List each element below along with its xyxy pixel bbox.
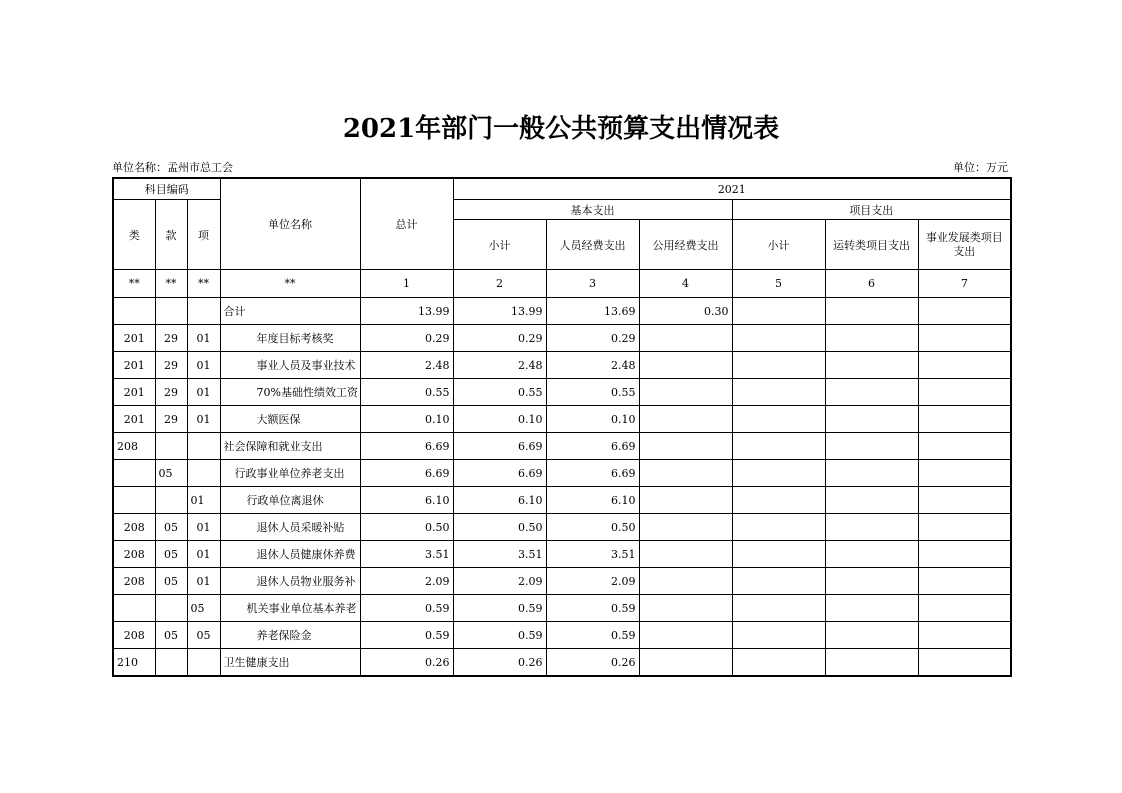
cell-basic-subtotal: 0.10 [453,406,546,433]
cell-name: 养老保险金 [220,622,360,649]
table-body [113,298,1011,677]
cell-proj-subtotal [732,325,825,352]
cell-public [639,649,732,677]
cell-personnel: 0.26 [546,649,639,677]
cell-kuan [155,595,187,622]
code-cell: 2 [453,270,546,298]
cell-development [918,379,1011,406]
cell-basic-subtotal: 13.99 [453,298,546,325]
cell-total: 13.99 [360,298,453,325]
header-public: 公用经费支出 [639,220,732,270]
cell-personnel: 6.69 [546,460,639,487]
cell-lei: 201 [113,352,155,379]
cell-public [639,541,732,568]
cell-xiang: 01 [187,406,220,433]
cell-proj-subtotal [732,649,825,677]
code-cell: ** [113,270,155,298]
cell-lei: 208 [113,541,155,568]
cell-personnel: 0.29 [546,325,639,352]
header-subject-code: 科目编码 [113,178,220,200]
cell-basic-subtotal: 3.51 [453,541,546,568]
table-row [113,541,1011,568]
cell-total: 0.55 [360,379,453,406]
cell-proj-subtotal [732,595,825,622]
cell-public: 0.30 [639,298,732,325]
cell-xiang: 01 [187,325,220,352]
cell-kuan [155,298,187,325]
table-row [113,595,1011,622]
code-row [113,270,1011,298]
code-cell: ** [187,270,220,298]
cell-operating [825,298,918,325]
header-personnel: 人员经费支出 [546,220,639,270]
cell-total: 0.10 [360,406,453,433]
cell-proj-subtotal [732,460,825,487]
cell-public [639,325,732,352]
cell-basic-subtotal: 6.69 [453,433,546,460]
cell-operating [825,649,918,677]
cell-basic-subtotal: 6.69 [453,460,546,487]
cell-proj-subtotal [732,568,825,595]
cell-name: 退休人员物业服务补 [220,568,360,595]
cell-lei: 208 [113,622,155,649]
cell-kuan [155,433,187,460]
cell-basic-subtotal: 6.10 [453,487,546,514]
code-cell: 4 [639,270,732,298]
cell-xiang: 01 [187,487,220,514]
cell-personnel: 13.69 [546,298,639,325]
cell-proj-subtotal [732,622,825,649]
cell-xiang: 01 [187,514,220,541]
cell-development [918,649,1011,677]
table-row [113,460,1011,487]
cell-operating [825,433,918,460]
header-year: 2021 [453,178,1011,200]
cell-kuan: 29 [155,352,187,379]
cell-total: 6.69 [360,433,453,460]
cell-proj-subtotal [732,406,825,433]
cell-name: 年度目标考核奖 [220,325,360,352]
cell-total: 0.50 [360,514,453,541]
cell-public [639,622,732,649]
cell-personnel: 2.09 [546,568,639,595]
code-cell: 3 [546,270,639,298]
cell-personnel: 0.59 [546,595,639,622]
cell-operating [825,541,918,568]
cell-development [918,595,1011,622]
cell-lei [113,460,155,487]
header-kuan: 款 [155,200,187,270]
header-total: 总计 [360,178,453,270]
table-row [113,568,1011,595]
cell-public [639,460,732,487]
cell-total: 0.26 [360,649,453,677]
cell-personnel: 3.51 [546,541,639,568]
cell-basic-subtotal: 0.59 [453,595,546,622]
cell-lei: 208 [113,433,155,460]
cell-name: 70%基础性绩效工资 [220,379,360,406]
cell-operating [825,406,918,433]
unit-name-label: 单位名称：孟州市总工会 [112,161,233,174]
cell-kuan: 29 [155,379,187,406]
cell-public [639,487,732,514]
cell-proj-subtotal [732,487,825,514]
cell-name: 行政事业单位养老支出 [220,460,360,487]
cell-proj-subtotal [732,352,825,379]
cell-kuan [155,487,187,514]
cell-operating [825,352,918,379]
header-unit-name: 单位名称 [220,178,360,270]
budget-table [112,177,1012,677]
cell-name: 合计 [220,298,360,325]
cell-lei: 201 [113,379,155,406]
table-row [113,649,1011,677]
cell-development [918,541,1011,568]
cell-proj-subtotal [732,379,825,406]
cell-name: 大额医保 [220,406,360,433]
cell-development [918,406,1011,433]
code-cell: ** [155,270,187,298]
cell-total: 2.48 [360,352,453,379]
cell-personnel: 2.48 [546,352,639,379]
cell-personnel: 0.55 [546,379,639,406]
cell-public [639,568,732,595]
cell-personnel: 0.59 [546,622,639,649]
cell-name: 卫生健康支出 [220,649,360,677]
cell-xiang [187,298,220,325]
cell-proj-subtotal [732,514,825,541]
table-header [113,178,1011,298]
cell-public [639,595,732,622]
cell-personnel: 6.69 [546,433,639,460]
table-row [113,433,1011,460]
cell-kuan: 29 [155,325,187,352]
cell-kuan: 05 [155,460,187,487]
header-lei: 类 [113,200,155,270]
cell-total: 2.09 [360,568,453,595]
table-row [113,487,1011,514]
cell-lei: 201 [113,406,155,433]
table-row [113,406,1011,433]
cell-basic-subtotal: 0.26 [453,649,546,677]
cell-personnel: 6.10 [546,487,639,514]
cell-xiang: 01 [187,541,220,568]
cell-xiang: 05 [187,595,220,622]
cell-public [639,352,732,379]
header-operating: 运转类项目支出 [825,220,918,270]
cell-development [918,433,1011,460]
cell-operating [825,460,918,487]
header-basic-subtotal: 小计 [453,220,546,270]
cell-operating [825,514,918,541]
cell-lei [113,487,155,514]
cell-development [918,298,1011,325]
cell-kuan: 29 [155,406,187,433]
cell-operating [825,568,918,595]
page-title: 2021年部门一般公共预算支出情况表 [342,114,780,144]
header-project: 项目支出 [732,200,1011,220]
cell-name: 事业人员及事业技术 [220,352,360,379]
cell-operating [825,622,918,649]
table-row [113,514,1011,541]
cell-development [918,352,1011,379]
cell-proj-subtotal [732,433,825,460]
cell-total: 0.59 [360,622,453,649]
cell-operating [825,595,918,622]
cell-xiang: 01 [187,352,220,379]
cell-operating [825,487,918,514]
cell-total: 0.29 [360,325,453,352]
cell-development [918,460,1011,487]
cell-public [639,406,732,433]
cell-name: 社会保障和就业支出 [220,433,360,460]
cell-lei: 208 [113,568,155,595]
table-row [113,352,1011,379]
code-cell: ** [220,270,360,298]
cell-basic-subtotal: 0.50 [453,514,546,541]
currency-unit-label: 单位：万元 [953,161,1008,174]
cell-name: 退休人员采暖补贴 [220,514,360,541]
header-development: 事业发展类项目支出 [918,220,1011,270]
cell-personnel: 0.50 [546,514,639,541]
code-cell: 6 [825,270,918,298]
cell-basic-subtotal: 0.59 [453,622,546,649]
table-row [113,325,1011,352]
cell-lei: 201 [113,325,155,352]
cell-name: 机关事业单位基本养老 [220,595,360,622]
cell-development [918,325,1011,352]
cell-basic-subtotal: 0.55 [453,379,546,406]
cell-total: 3.51 [360,541,453,568]
cell-xiang [187,460,220,487]
cell-kuan: 05 [155,514,187,541]
cell-basic-subtotal: 0.29 [453,325,546,352]
cell-development [918,487,1011,514]
cell-total: 6.10 [360,487,453,514]
table-row [113,298,1011,325]
cell-kuan: 05 [155,541,187,568]
cell-name: 退休人员健康休养费 [220,541,360,568]
cell-kuan [155,649,187,677]
cell-lei: 208 [113,514,155,541]
header-proj-subtotal: 小计 [732,220,825,270]
cell-kuan: 05 [155,568,187,595]
cell-personnel: 0.10 [546,406,639,433]
cell-public [639,514,732,541]
header-xiang: 项 [187,200,220,270]
cell-xiang: 01 [187,379,220,406]
cell-operating [825,325,918,352]
cell-xiang [187,433,220,460]
table-row [113,622,1011,649]
cell-proj-subtotal [732,298,825,325]
header-basic: 基本支出 [453,200,732,220]
code-cell: 5 [732,270,825,298]
cell-xiang [187,649,220,677]
cell-xiang: 05 [187,622,220,649]
cell-public [639,379,732,406]
cell-basic-subtotal: 2.09 [453,568,546,595]
cell-lei [113,595,155,622]
cell-name: 行政单位离退休 [220,487,360,514]
cell-operating [825,379,918,406]
cell-lei: 210 [113,649,155,677]
cell-basic-subtotal: 2.48 [453,352,546,379]
cell-kuan: 05 [155,622,187,649]
cell-total: 0.59 [360,595,453,622]
cell-lei [113,298,155,325]
code-cell: 7 [918,270,1011,298]
cell-development [918,568,1011,595]
cell-development [918,622,1011,649]
cell-total: 6.69 [360,460,453,487]
cell-public [639,433,732,460]
cell-development [918,514,1011,541]
code-cell: 1 [360,270,453,298]
cell-xiang: 01 [187,568,220,595]
cell-proj-subtotal [732,541,825,568]
table-row [113,379,1011,406]
